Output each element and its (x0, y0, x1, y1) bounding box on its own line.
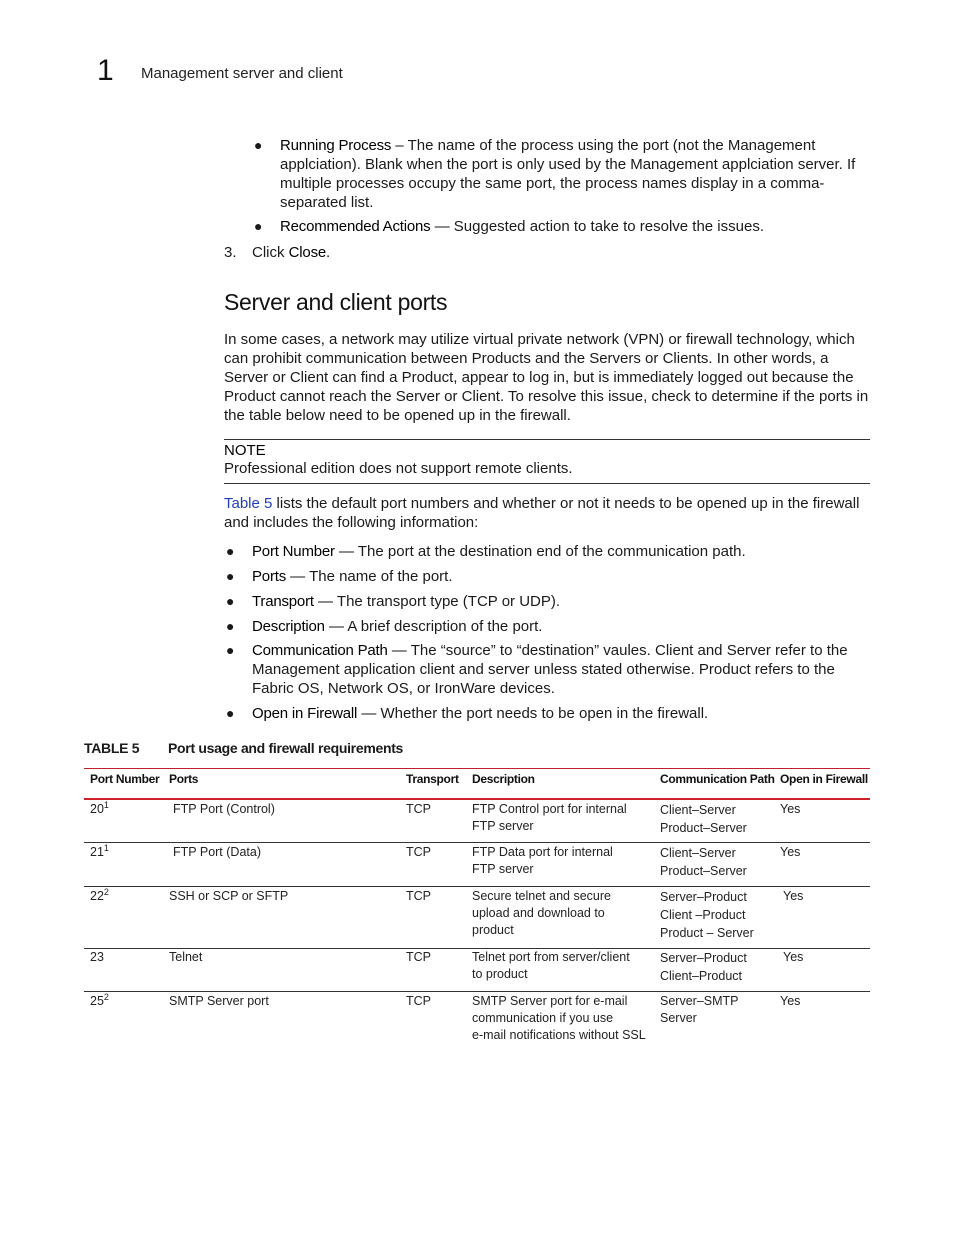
note-text: Professional edition does not support remote clients. (224, 460, 573, 477)
bullet-icon: ● (226, 705, 235, 721)
cell-port-number: 23 (90, 950, 104, 964)
bullet-separator: — (430, 218, 454, 235)
header-transport: Transport (406, 772, 459, 786)
cell-transport: TCP (406, 994, 431, 1008)
table-label: TABLE 5 (84, 740, 140, 756)
table-ref-text: lists the default port numbers and whether or not it needs to be opened up in the firewall and includes the following information: (224, 495, 860, 531)
bullet-icon: ● (226, 543, 235, 559)
intro-paragraph: In some cases, a network may utilize virtual private network (VPN) or firewall technology, which can prohibit communication between Products and the Servers or Clients. In other words, a Server or Client can find a Product, appear to log in, but is immediately logged out because the Product cannot reach the Server or Client. To resolve this issue, check to determine if the ports in the table below need to be opened up in the firewall. (224, 331, 869, 424)
term-recommended-actions: Recommended Actions (280, 218, 431, 235)
bullet-text: The name of the process using the port (not the Management applciation). Blank when the port is only used by the Management applciation server. If multiple processes occupy the same port, the process names display in a comma-separated list. (280, 137, 856, 211)
bullet-term: Port Number (252, 543, 335, 560)
bullet-text: — Whether the port needs to be open in the firewall. (357, 705, 709, 722)
table-title: Port usage and firewall requirements (168, 740, 404, 756)
cell-open-in-firewall: Yes (780, 994, 801, 1008)
bullet-term: Transport (252, 593, 314, 610)
table-5-link[interactable]: Table 5 (224, 495, 273, 512)
bullet-text: — The name of the port. (286, 568, 453, 585)
cell-communication-path: Server–SMTP Server (660, 994, 739, 1025)
bullet-icon: ● (226, 642, 235, 658)
bullet-text: Suggested action to take to resolve the issues. (453, 218, 764, 235)
cell-communication-path: Server–Product Client –Product Product – Server (660, 890, 754, 940)
step-3 (224, 244, 330, 261)
row-divider (84, 886, 870, 887)
cell-description: Secure telnet and secure upload and download to product (472, 889, 611, 937)
bullet-term: Description (252, 618, 325, 635)
bullet-separator: – (391, 137, 408, 154)
cell-transport: TCP (406, 845, 431, 859)
cell-port-number: $21^1$ (90, 842, 109, 859)
bullet-icon: ● (226, 568, 235, 584)
cell-description: FTP Control port for internal FTP server (472, 802, 627, 833)
cell-description: Telnet port from server/client to product (472, 950, 630, 981)
cell-open-in-firewall: Yes (783, 889, 804, 903)
note-label: NOTE (224, 442, 266, 459)
bullet-text: — The port at the destination end of the communication path. (334, 543, 746, 560)
term-running-process: Running Process (280, 137, 392, 154)
table-ref-paragraph (224, 494, 872, 532)
row-divider (84, 842, 870, 843)
row-divider (84, 991, 870, 992)
bullet-icon: ● (254, 218, 263, 234)
note-bottom-rule (224, 483, 870, 484)
note-top-rule (224, 439, 870, 440)
bullet-term: Communication Path (252, 642, 388, 659)
cell-description: FTP Data port for internal FTP server (472, 845, 613, 876)
bullet-text: — The transport type (TCP or UDP). (313, 593, 561, 610)
cell-port-number: $22^2$ (90, 886, 109, 903)
cell-port-name: Telnet (169, 950, 203, 964)
cell-open-in-firewall: Yes (780, 845, 801, 859)
cell-communication-path: Client–Server Product–Server (660, 846, 747, 878)
cell-communication-path: Server–Product Client–Product (660, 951, 747, 983)
step-suffix: . (326, 244, 331, 261)
chapter-number: 1 (97, 54, 114, 87)
bullet-icon: ● (254, 137, 263, 153)
cell-communication-path: Client–Server Product–Server (660, 803, 747, 835)
cell-port-name: SMTP Server port (169, 994, 269, 1008)
cell-transport: TCP (406, 889, 431, 903)
cell-port-number: $25^2$ (90, 991, 109, 1008)
header-open-in-firewall: Open in Firewall (780, 772, 868, 786)
cell-port-name: SSH or SCP or SFTP (169, 889, 289, 903)
cell-description: SMTP Server port for e-mail communication if you use e-mail notifications without SSL (472, 994, 646, 1042)
header-ports: Ports (169, 772, 199, 786)
section-title: Server and client ports (224, 289, 448, 315)
cell-transport: TCP (406, 950, 431, 964)
cell-open-in-firewall: Yes (783, 950, 804, 964)
step-term-close: Close (288, 244, 327, 261)
running-header-title: Management server and client (141, 65, 343, 82)
cell-open-in-firewall: Yes (780, 802, 801, 816)
header-communication-path: Communication Path (660, 772, 775, 786)
bullet-icon: ● (226, 618, 235, 634)
table-top-rule (84, 768, 870, 769)
bullet-term: Open in Firewall (252, 705, 358, 722)
bullet-icon: ● (226, 593, 235, 609)
cell-port-name: FTP Port (Data) (173, 845, 261, 859)
cell-transport: TCP (406, 802, 431, 816)
step-number: 3. (224, 244, 237, 261)
bullet-text: — A brief description of the port. (324, 618, 543, 635)
table-header-rule (84, 798, 870, 800)
bullet-text: — The “source” to “destination” vaules. Client and Server refer to the Management application client and server unless stated otherwise. Product refers to the Fabric OS, Network OS, or IronWare devices. (252, 642, 848, 697)
bullet-term: Ports (252, 568, 287, 585)
step-prefix: Click (252, 244, 289, 261)
cell-port-name: FTP Port (Control) (173, 802, 275, 816)
header-port-number: Port Number (90, 772, 160, 786)
cell-port-number: $20^1$ (90, 799, 109, 816)
header-description: Description (472, 772, 535, 786)
